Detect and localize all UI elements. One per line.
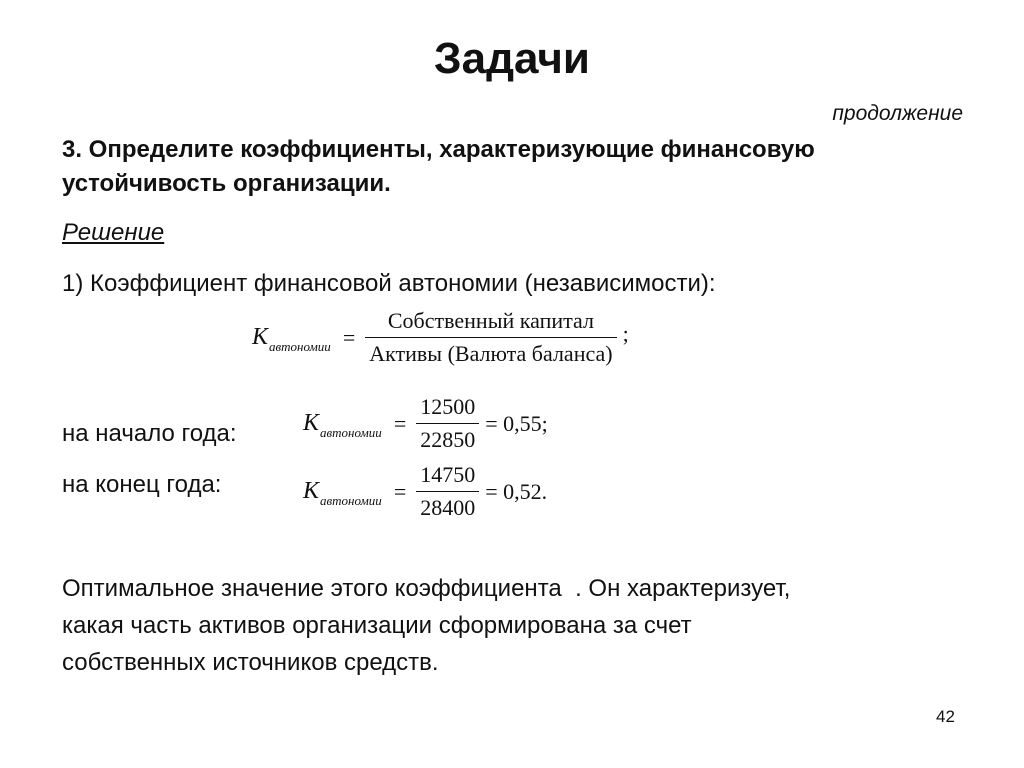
formula-symbol: K — [303, 410, 320, 436]
start-of-year-label: на начало года: — [62, 420, 237, 447]
formula-fraction — [416, 394, 479, 453]
formula-equals: = — [393, 478, 407, 504]
formula-end-of-year — [303, 462, 547, 521]
formula-equals: = — [342, 324, 356, 350]
step-1-heading: 1) Коэффициент финансовой автономии (независимости): — [62, 270, 716, 297]
formula-result: = 0,55; — [485, 410, 548, 436]
formula-denominator: 28400 — [416, 491, 479, 521]
conclusion-paragraph — [62, 570, 790, 681]
formula-numerator: Собственный капитал — [387, 308, 594, 333]
formula-suffix: ; — [622, 320, 629, 346]
formula-fraction — [365, 308, 616, 367]
formula-general — [252, 308, 629, 367]
conclusion-line-2: какая часть активов организации сформирована за счет — [62, 612, 692, 639]
conclusion-line-3: собственных источников средств. — [62, 649, 439, 676]
task-line-1: 3. Определите коэффициенты, характеризующие финансовую — [62, 136, 815, 163]
continuation-label: продолжение — [832, 102, 963, 125]
formula-equals: = — [393, 410, 407, 436]
formula-symbol: K — [252, 324, 269, 350]
conclusion-line-1: Оптимальное значение этого коэффициента . Он характеризует, — [62, 575, 791, 602]
formula-subscript: автономии — [320, 424, 382, 440]
page-title: Задачи — [434, 34, 590, 83]
formula-subscript: автономии — [269, 338, 331, 354]
page-number: 42 — [936, 707, 955, 726]
formula-start-of-year — [303, 394, 548, 453]
formula-denominator: Активы (Валюта баланса) — [365, 337, 616, 367]
formula-numerator: 12500 — [420, 394, 476, 419]
formula-denominator: 22850 — [416, 423, 479, 453]
end-of-year-label: на конец года: — [62, 471, 222, 498]
formula-symbol: K — [303, 478, 320, 504]
solution-heading: Решение — [62, 219, 165, 246]
formula-fraction — [416, 462, 479, 521]
formula-result: = 0,52. — [485, 478, 548, 504]
task-line-2: устойчивость организации. — [62, 170, 391, 197]
formula-numerator: 14750 — [420, 462, 476, 487]
formula-subscript: автономии — [320, 492, 382, 508]
task-statement — [62, 133, 815, 201]
